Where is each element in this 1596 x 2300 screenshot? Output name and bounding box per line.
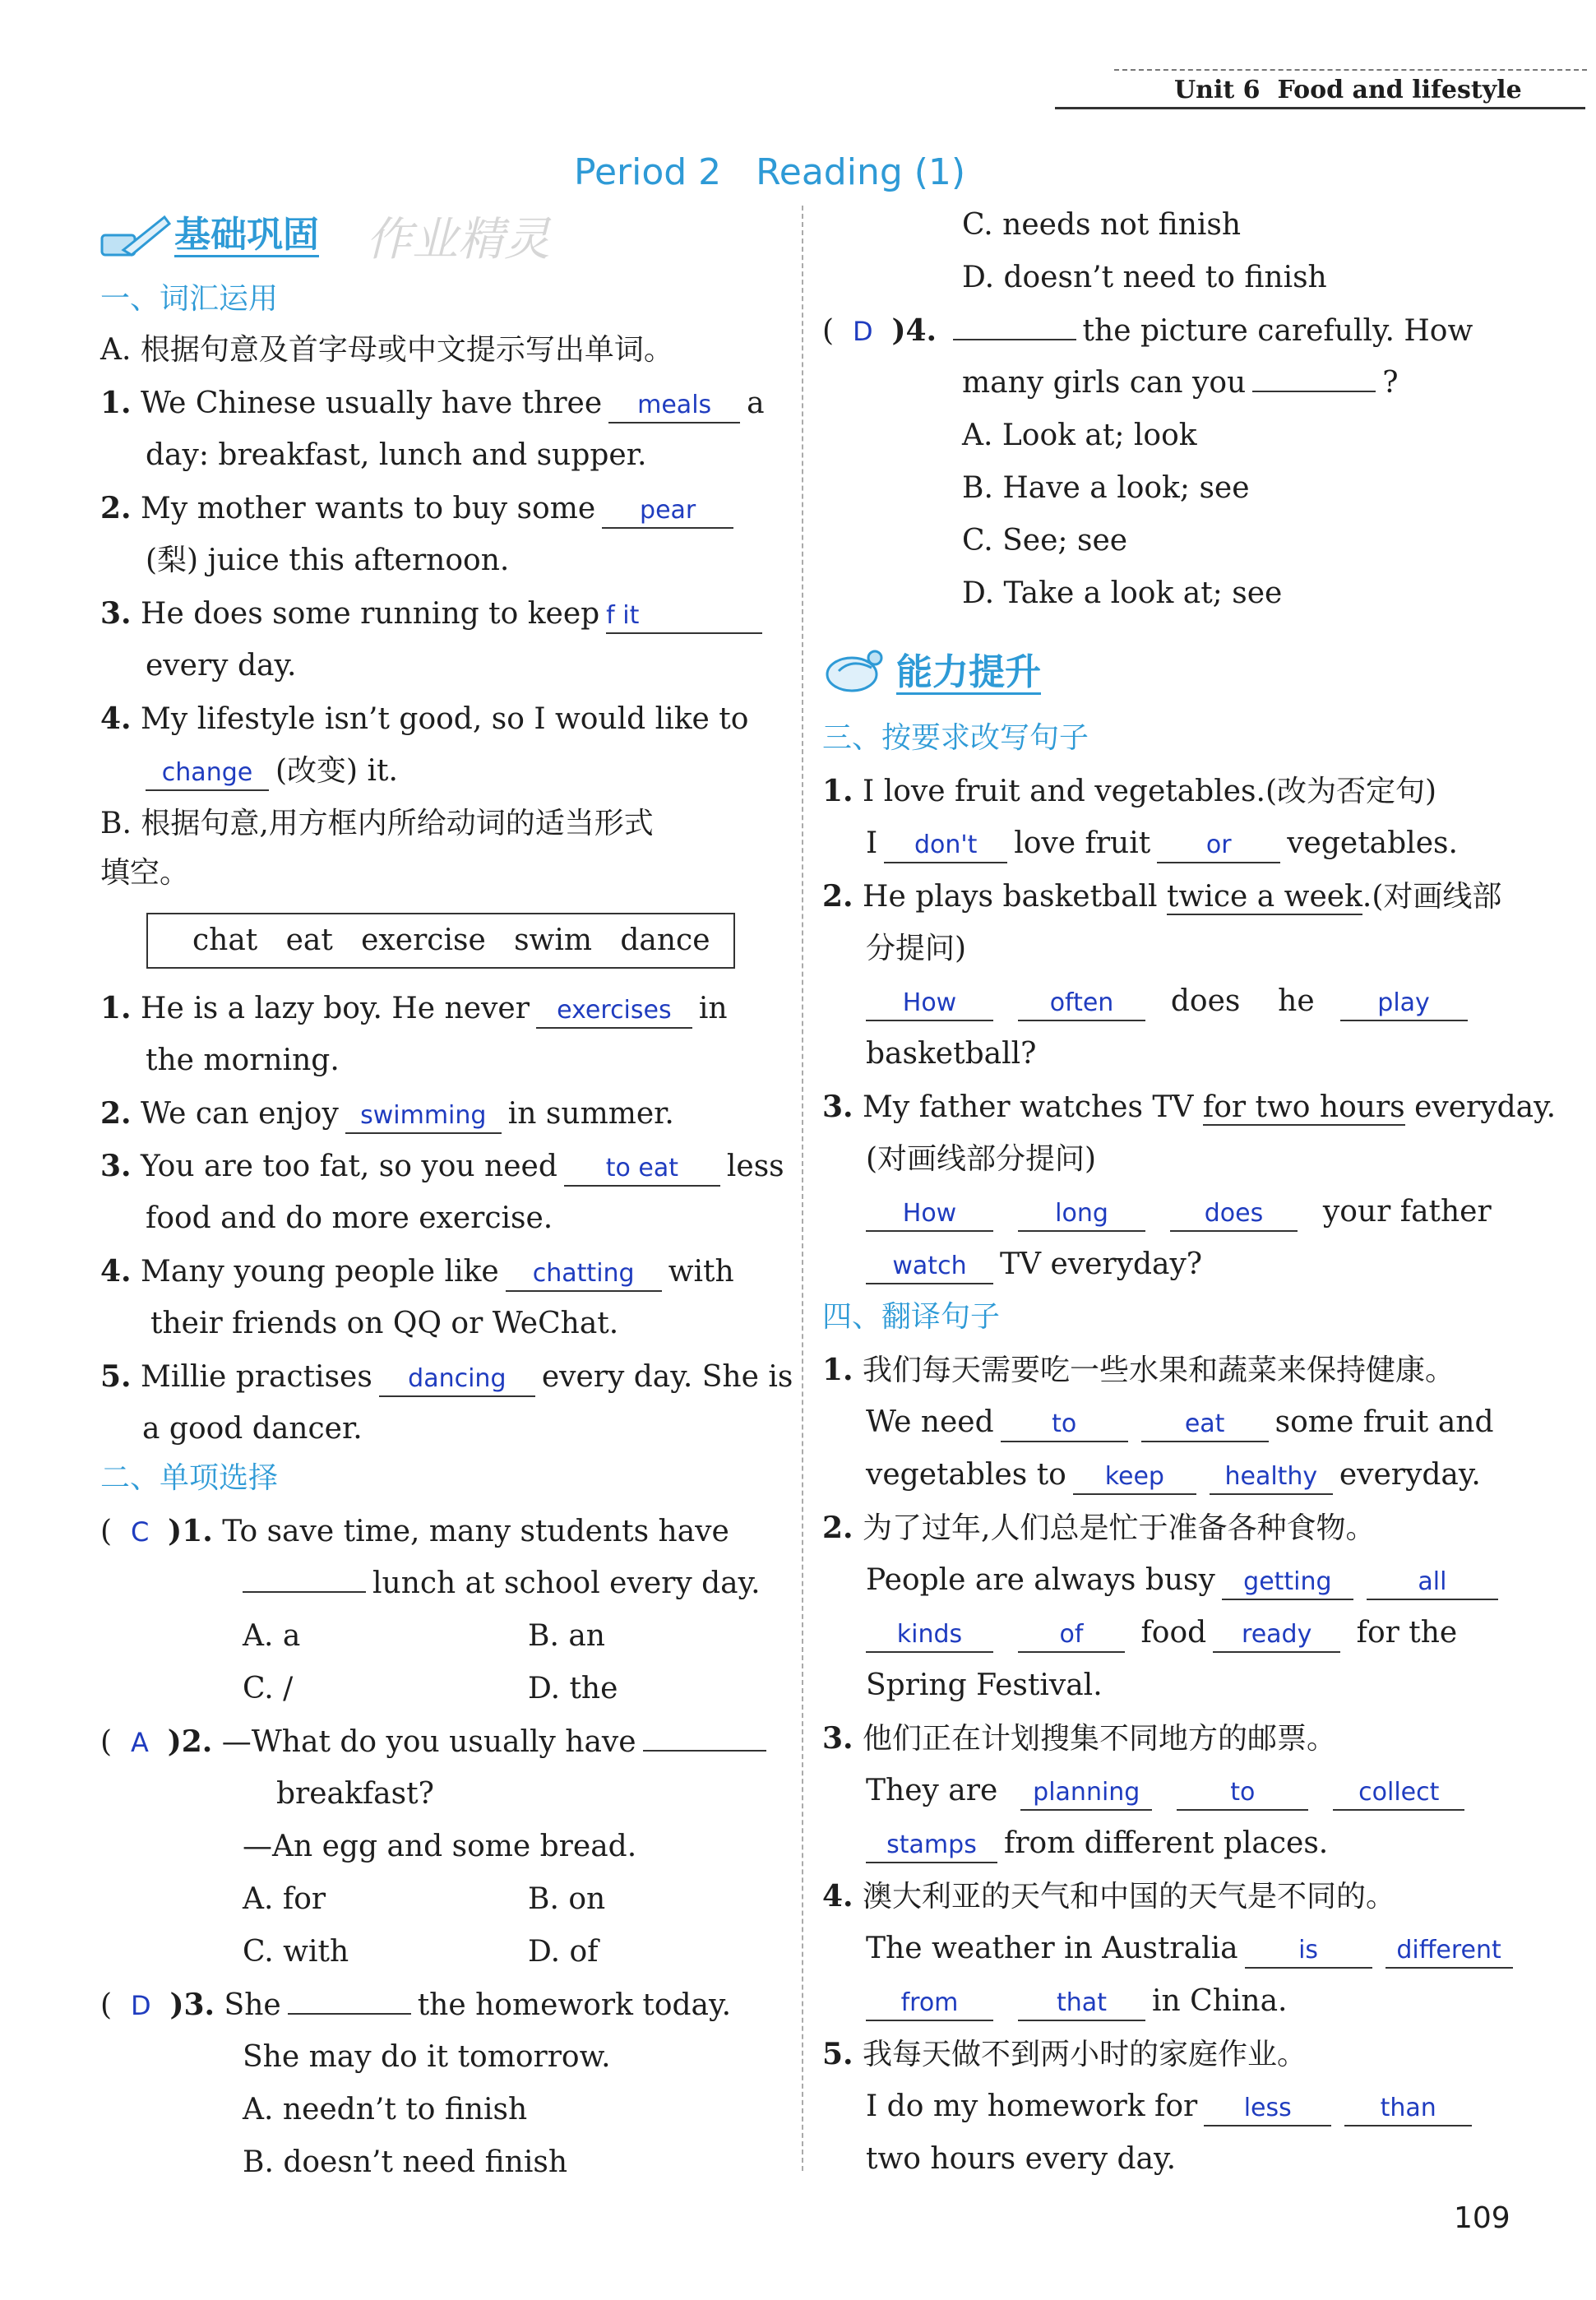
part-b-intro-2: 填空。	[100, 856, 190, 890]
b-q3: 3. You are too fat, so you need to eat less	[100, 1146, 784, 1187]
choice-q3-a: A. needn’t to finish	[243, 2093, 528, 2126]
choice-q2-d: D. of	[528, 1935, 599, 1969]
tr-q1-l2: We need to eat some fruit and	[866, 1403, 1494, 1442]
tr-q5-l3: two hours every day.	[866, 2142, 1177, 2176]
a-q2-l2: (梨) juice this afternoon.	[146, 544, 510, 577]
choice-q2-l3: —An egg and some bread.	[243, 1830, 637, 1863]
tr-q2-l2: People are always busy getting all	[866, 1561, 1505, 1600]
a-q4-l2: change (改变) it.	[146, 752, 398, 791]
choice-q3-c: C. needs not finish	[962, 208, 1242, 242]
section-vocab: 一、词汇运用	[100, 282, 279, 316]
rw-q3-l2: (对画线部分提问)	[866, 1142, 1097, 1176]
tr-q1-l3: vegetables to keep healthy everyday.	[866, 1455, 1481, 1495]
choice-q1-d: D. the	[528, 1672, 618, 1705]
tr-q3-l2: They are planning to collect	[866, 1771, 1471, 1811]
choice-q4-c: C. See; see	[962, 524, 1128, 558]
part-b-intro: B. 根据句意,用方框内所给动词的适当形式	[100, 807, 654, 840]
a-q3-l2: every day.	[146, 649, 297, 683]
page-number: 109	[1454, 2201, 1510, 2235]
section-choice: 二、单项选择	[100, 1461, 279, 1495]
b-q1-l2: the morning.	[146, 1044, 340, 1077]
tr-q2-l3: kinds of food ready for the	[866, 1613, 1457, 1653]
tr-q1: 1. 我们每天需要吃一些水果和蔬菜来保持健康。	[822, 1353, 1455, 1387]
watermark: 作业精灵	[366, 213, 550, 266]
header-unit: Unit 6 Food and lifestyle	[1174, 76, 1522, 104]
choice-q4: ( D )4. the picture carefully. How	[822, 313, 1473, 348]
rw-q2-l4: basketball?	[866, 1037, 1037, 1071]
basics-icon	[99, 211, 173, 267]
tr-q5: 5. 我每天做不到两小时的家庭作业。	[822, 2037, 1307, 2071]
tr-q4: 4. 澳大利亚的天气和中国的天气是不同的。	[822, 1879, 1396, 1914]
header-rule	[1055, 107, 1585, 109]
a-q2: 2. My mother wants to buy some pear	[100, 488, 740, 529]
b-q4-l2: their friends on QQ or WeChat.	[150, 1307, 619, 1340]
period-title: Period 2 Reading (1)	[574, 151, 966, 193]
tr-q3: 3. 他们正在计划搜集不同地方的邮票。	[822, 1721, 1337, 1756]
b-q2: 2. We can enjoy swimming in summer.	[100, 1094, 674, 1134]
choice-q1: ( C )1. To save time, many students have	[100, 1514, 729, 1548]
tr-q2-l4: Spring Festival.	[866, 1668, 1103, 1702]
ability-icon	[822, 646, 888, 703]
b-q3-l2: food and do more exercise.	[146, 1201, 553, 1235]
rw-q1-ans: I don't love fruit or vegetables.	[866, 824, 1458, 863]
choice-q2-c: C. with	[243, 1935, 349, 1969]
word-box	[146, 913, 735, 969]
choice-q1-b: B. an	[528, 1619, 605, 1653]
b-q5-l2: a good dancer.	[142, 1412, 363, 1446]
rw-q2-ans: How often does he play	[866, 982, 1474, 1021]
b-q1: 1. He is a lazy boy. He never exercises in	[100, 988, 728, 1029]
word-box-text: chat eat exercise swim dance	[192, 923, 710, 957]
choice-q2: ( A )2. —What do you usually have	[100, 1722, 773, 1762]
part-a-intro: A. 根据句意及首字母或中文提示写出单词。	[100, 333, 673, 367]
choice-q2-l2: breakfast?	[276, 1777, 434, 1811]
a-q3: 3. He does some running to keep f it	[100, 594, 769, 634]
tr-q3-l3: stamps from different places.	[866, 1824, 1328, 1863]
choice-q4-d: D. Take a look at; see	[962, 576, 1283, 610]
choice-q4-a: A. Look at; look	[962, 419, 1197, 452]
section-rewrite: 三、按要求改写句子	[822, 721, 1089, 755]
choice-q4-l2: many girls can you ?	[962, 366, 1399, 400]
a-q1-l2: day: breakfast, lunch and supper.	[146, 438, 647, 472]
choice-q2-b: B. on	[528, 1882, 606, 1916]
rw-q3-l4: watch TV everyday?	[866, 1245, 1202, 1284]
choice-q3: ( D )3. She the homework today.	[100, 1988, 732, 2022]
section-translate: 四、翻译句子	[822, 1300, 1001, 1334]
rw-q3: 3. My father watches TV for two hours everyday.	[822, 1090, 1557, 1124]
b-q5: 5. Millie practises dancing every day. She is	[100, 1357, 793, 1397]
tr-q4-l2: The weather in Australia is different	[866, 1929, 1520, 1969]
choice-q1-c: C. /	[243, 1672, 294, 1705]
rw-q3-ans: How long does your father	[866, 1192, 1492, 1232]
choice-q4-b: B. Have a look; see	[962, 471, 1250, 505]
section-ability: 能力提升	[896, 651, 1041, 693]
tr-q2: 2. 为了过年,人们总是忙于准备各种食物。	[822, 1511, 1376, 1545]
a-q1: 1. We Chinese usually have three meals a	[100, 383, 765, 423]
tr-q4-l3: from that in China.	[866, 1982, 1287, 2021]
choice-q3-l2: She may do it tomorrow.	[243, 2040, 611, 2074]
a-q4: 4. My lifestyle isn’t good, so I would like to	[100, 701, 749, 736]
rw-q2: 2. He plays basketball twice a week.(对画线部	[822, 879, 1502, 914]
choice-q1-l2: lunch at school every day.	[243, 1564, 761, 1604]
rw-q2-l2: 分提问)	[866, 932, 967, 965]
choice-q3-d: D. doesn’t need to finish	[962, 261, 1327, 294]
tr-q5-l2: I do my homework for less than	[866, 2087, 1478, 2126]
column-divider	[802, 206, 803, 2171]
rw-q1: 1. I love fruit and vegetables.(改为否定句)	[822, 774, 1437, 808]
choice-q2-a: A. for	[243, 1882, 326, 1916]
choice-q3-b: B. doesn’t need finish	[243, 2145, 568, 2179]
choice-q1-a: A. a	[243, 1619, 301, 1653]
b-q4: 4. Many young people like chatting with	[100, 1252, 734, 1292]
section-basics: 基础巩固	[174, 214, 319, 256]
